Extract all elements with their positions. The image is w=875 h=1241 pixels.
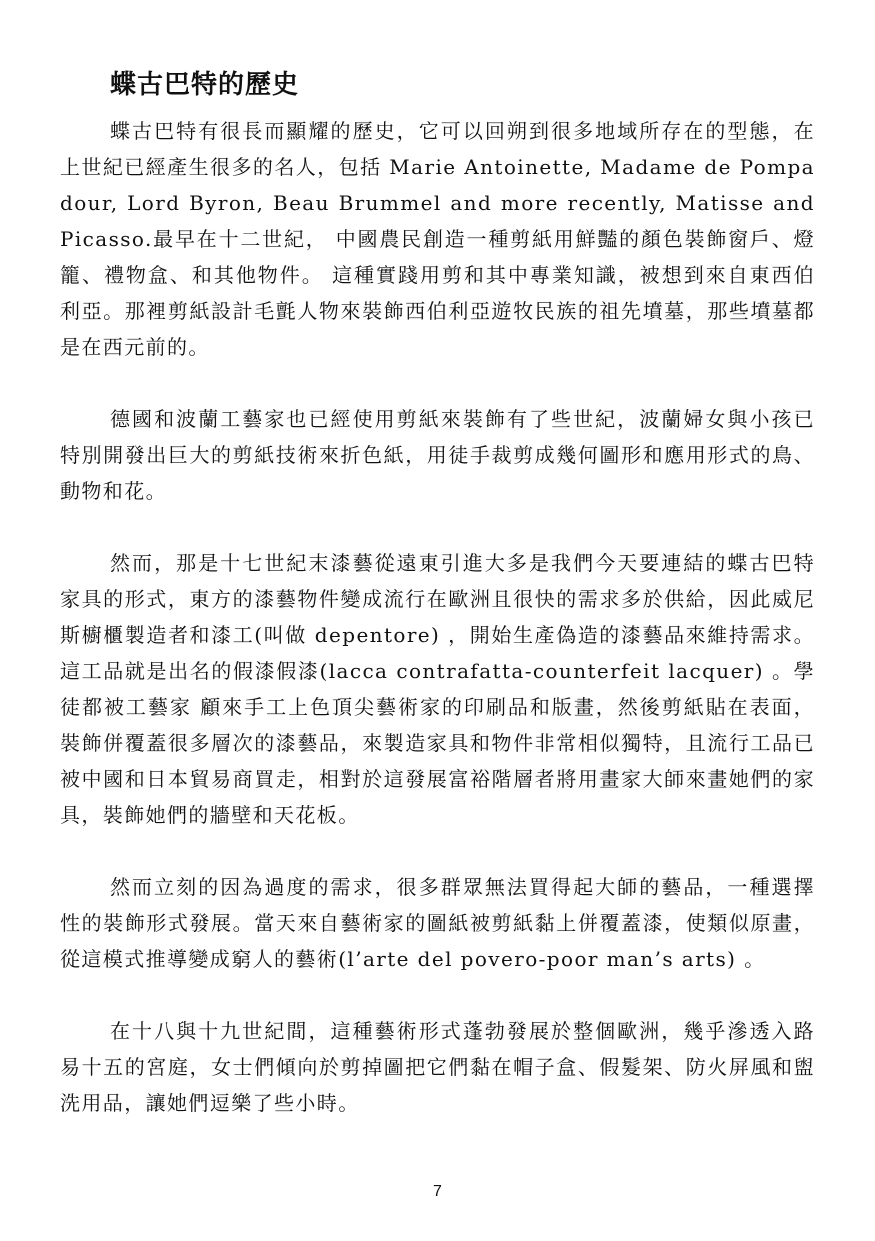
document-body <box>60 113 815 1157</box>
page-number: 7 <box>433 1183 442 1200</box>
page-title: 蝶古巴特的歷史 <box>110 70 300 100</box>
paragraph-lacquer: 然而，那是十七世紀末漆藝從遠東引進大多是我們今天要連結的蝶古巴特家具的形式，東方的漆藝物件變成流行在歐洲且很快的需求多於供給，因此威尼斯櫥櫃製造者和漆工(叫做 depentore) ，開始生產偽造的漆藝品來維持需求。這工品就是出名的假漆假漆(lacca contrafatta-counterfeit lacquer) 。學徒都被工藝家 顧來手工上色頂尖藝術家的印刷品和版畫，然後剪紙貼在表面，裝飾併覆蓋很多層次的漆藝品，來製造家具和物件非常相似獨特，且流行工品已被中國和日本貿易商買走，相對於這發展富裕階層者將用畫家大師來畫她們的家具，裝飾她們的牆壁和天花板。 <box>60 551 815 827</box>
paragraph-german-polish: 德國和波蘭工藝家也已經使用剪紙來裝飾有了些世紀，波蘭婦女與小孩已特別開發出巨大的剪紙技術來折色紙，用徒手裁剪成幾何圖形和應用形式的鳥、動物和花。 <box>60 407 815 503</box>
paragraph-eighteenth-century: 在十八與十九世紀間，這種藝術形式蓬勃發展於整個歐洲，幾乎滲透入路易十五的宮庭，女士們傾向於剪掉圖把它們黏在帽子盒、假髮架、防火屏風和盥洗用品，讓她們逗樂了些小時。 <box>60 1019 815 1115</box>
paragraph-history-intro: 蝶古巴特有很長而顯耀的歷史，它可以回朔到很多地域所存在的型態，在上世紀已經產生很多的名人，包括 Marie Antoinette, Madame de Pompadour, Lord Byron, Beau Brummel and more recently, Matisse and Picasso.最早在十二世紀， 中國農民創造一種剪紙用鮮豔的顏色裝飾窗戶、燈籠、禮物盒、和其他物件。 這種實踐用剪和其中專業知識，被想到來自東西伯利亞。那裡剪紙設計毛氈人物來裝飾西伯利亞遊牧民族的祖先墳墓，那些墳墓都是在西元前的。 <box>60 119 815 359</box>
paragraph-poor-mans-art: 然而立刻的因為過度的需求，很多群眾無法買得起大師的藝品，一種選擇性的裝飾形式發展。當天來自藝術家的圖紙被剪紙黏上併覆蓋漆，使類似原畫，從這模式推導變成窮人的藝術(l’arte del povero-poor man’s arts) 。 <box>60 875 815 971</box>
